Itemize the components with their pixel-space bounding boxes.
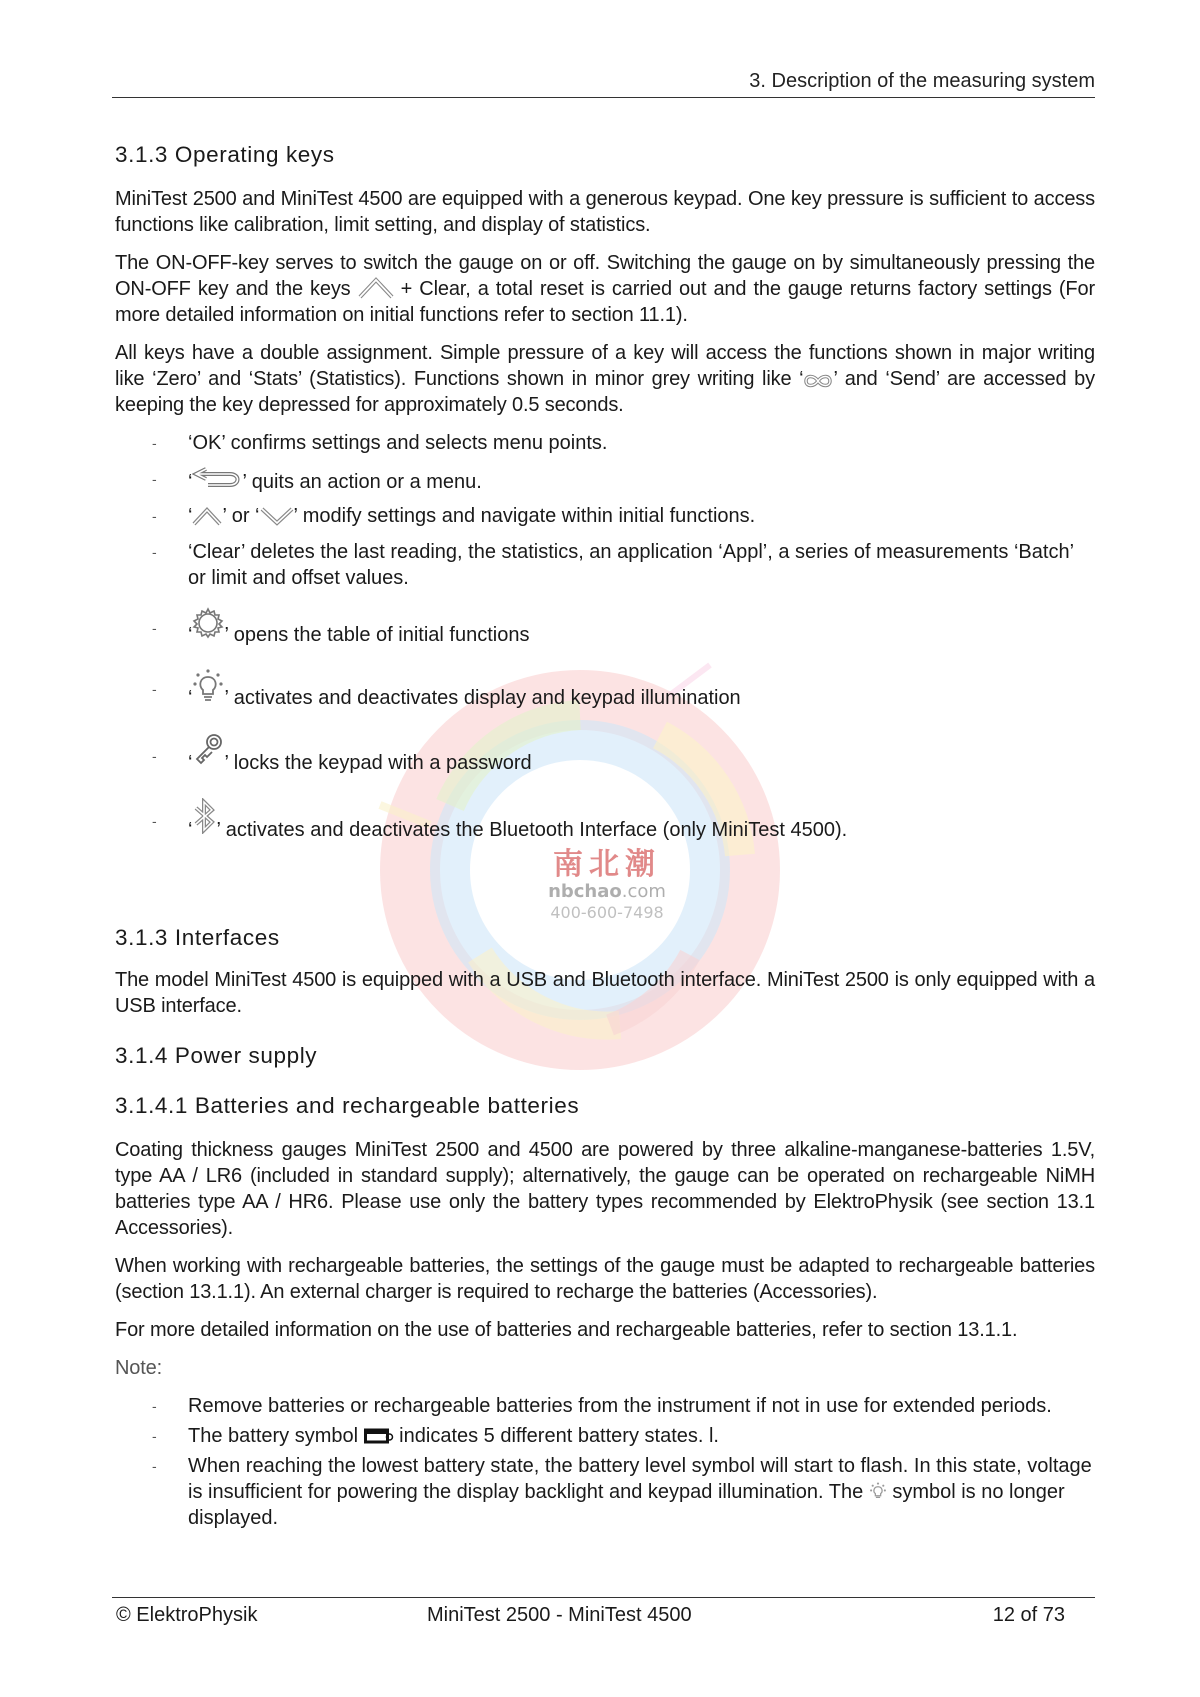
bullet-dash: - <box>152 748 157 764</box>
list-item-text: ’ quits an action or a menu. <box>242 471 482 493</box>
paragraph-keypad: MiniTest 2500 and MiniTest 4500 are equipped with a generous keypad. One key pressure is sufficient to access functions like calibration, limit setting, and display of statistics. <box>115 188 1095 236</box>
list-item-or: ’ or ‘ <box>222 505 260 527</box>
note-item-remove <box>115 1393 1095 1419</box>
open-quote: ‘ <box>188 505 193 527</box>
bullet-dash: - <box>152 620 157 636</box>
watermark-text <box>507 849 707 925</box>
gear-icon <box>192 607 224 639</box>
battery-icon <box>364 1428 394 1444</box>
light-bulb-icon <box>869 1482 887 1500</box>
footer-product: MiniTest 2500 - MiniTest 4500 <box>427 1604 692 1626</box>
heading-operating-keys: 3.1.3 Operating keys <box>115 142 335 167</box>
watermark-site-suffix: .com <box>621 881 666 902</box>
list-item-clear <box>115 539 1095 591</box>
open-quote: ‘ <box>188 687 193 709</box>
key-icon <box>192 733 224 767</box>
list-item-text: ‘OK’ confirms settings and selects menu points. <box>188 432 608 454</box>
list-item-return <box>115 466 1095 495</box>
list-item-text: ’ activates and deactivates display and keypad illumination <box>224 687 741 709</box>
list-item-text: ’ locks the keypad with a password <box>224 752 532 774</box>
key-function-list <box>115 430 1095 843</box>
bluetooth-icon <box>192 798 216 834</box>
paragraph-double-assignment-a: All keys have a double assignment. Simple pressure of a key will access the functions shown in major writing like ‘Zero’ and ‘Stats’ (Statistics). Functions shown in minor grey writing like ‘ <box>115 342 1095 390</box>
up-chevron-icon <box>192 506 222 526</box>
note-item-text: Remove batteries or rechargeable batteries from the instrument if not in use for extended periods. <box>188 1395 1052 1417</box>
paragraph-rechargeable: When working with rechargeable batteries, the settings of the gauge must be adapted to rechargeable batteries (section 13.1.1). An external charger is required to recharge the batteries (Accessories). <box>115 1255 1095 1303</box>
list-item-up-down <box>115 503 1095 529</box>
paragraph-interfaces: The model MiniTest 4500 is equipped with a USB and Bluetooth interface. MiniTest 2500 is only equipped with a USB interface. <box>115 969 1095 1017</box>
page-content <box>115 142 1095 1531</box>
list-item-text: ’ activates and deactivates the Bluetooth Interface (only MiniTest 4500). <box>216 819 848 841</box>
down-chevron-icon <box>260 506 294 526</box>
infinity-icon <box>803 373 833 389</box>
note-item-text-a: When reaching the lowest battery state, the battery level symbol will start to flash. In this state, voltage is insufficient for powering the display backlight and keypad illumination. The <box>188 1455 1092 1503</box>
running-title: 3. Description of the measuring system <box>749 70 1095 92</box>
open-quote: ‘ <box>188 471 193 493</box>
bullet-dash: - <box>152 1398 157 1414</box>
watermark-phone: 400-600-7498 <box>550 903 664 922</box>
list-item-text: ’ modify settings and navigate within initial functions. <box>293 505 756 527</box>
open-quote: ‘ <box>188 819 193 841</box>
paragraph-on-off <box>115 250 1095 328</box>
bullet-dash: - <box>152 435 157 451</box>
list-item-text: ‘Clear’ deletes the last reading, the statistics, an application ‘Appl’, a series of measurements ‘Batch’ or limit and offset values. <box>188 541 1074 589</box>
heading-interfaces: 3.1.3 Interfaces <box>115 925 280 950</box>
open-quote: ‘ <box>188 752 193 774</box>
footer-copyright: © ElektroPhysik <box>116 1604 258 1626</box>
heading-batteries: 3.1.4.1 Batteries and rechargeable batteries <box>115 1093 580 1118</box>
note-label: Note: <box>115 1357 163 1379</box>
paragraph-more-info: For more detailed information on the use of batteries and rechargeable batteries, refer to section 13.1.1. <box>115 1319 1018 1341</box>
list-item-illumination <box>115 668 1095 711</box>
list-item-lock <box>115 733 1095 776</box>
list-item-text: ’ opens the table of initial functions <box>224 624 530 646</box>
note-item-lowest-state <box>115 1453 1095 1531</box>
list-item-ok <box>115 430 1095 456</box>
return-arrow-icon <box>192 466 242 488</box>
up-chevron-icon <box>358 277 394 299</box>
paragraph-double-assignment <box>115 340 1095 418</box>
bullet-dash: - <box>152 471 157 487</box>
watermark-site <box>507 881 707 903</box>
paragraph-double-assignment-b: ’ and ‘Send’ are accessed by keeping the key depressed for approximately 0.5 seconds. <box>115 368 1095 416</box>
bullet-dash: - <box>152 508 157 524</box>
note-item-battery-symbol <box>115 1423 1095 1449</box>
page-footer <box>112 1597 1095 1634</box>
note-item-text-b: symbol is no longer displayed. <box>188 1481 1065 1529</box>
page-header <box>112 70 1095 98</box>
watermark-chinese: 南北潮 <box>553 847 661 882</box>
heading-power-supply: 3.1.4 Power supply <box>115 1043 318 1068</box>
bullet-dash: - <box>152 544 157 560</box>
note-item-text-a: The battery symbol <box>188 1425 364 1447</box>
watermark-site-bold: nbchao <box>548 881 622 902</box>
list-item-bluetooth <box>115 798 1095 843</box>
list-item-gear <box>115 607 1095 648</box>
open-quote: ‘ <box>188 624 193 646</box>
note-item-text-b: indicates 5 different battery states. l. <box>393 1425 719 1447</box>
paragraph-batteries: Coating thickness gauges MiniTest 2500 and 4500 are powered by three alkaline-manganese-batteries 1.5V, type AA / LR6 (included in standard supply); alternatively, the gauge can be operated on rechargeable NiMH batteries type AA / HR6. Please use only the battery types recommended by ElektroPhysik (see section 13.1 Accessories). <box>115 1139 1095 1239</box>
note-list <box>115 1393 1095 1531</box>
paragraph-on-off-b: + Clear, a total reset is carried out and the gauge returns factory settings (For more detailed information on initial functions refer to section 11.1). <box>115 278 1095 326</box>
footer-page-number: 12 of 73 <box>992 1604 1065 1626</box>
paragraph-on-off-a: The ON-OFF-key serves to switch the gauge on or off. Switching the gauge on by simultaneously pressing the ON-OFF key and the keys <box>115 252 1095 300</box>
light-bulb-icon <box>192 668 224 702</box>
bullet-dash: - <box>152 681 157 697</box>
bullet-dash: - <box>152 813 157 829</box>
bullet-dash: - <box>152 1428 157 1444</box>
bullet-dash: - <box>152 1458 157 1474</box>
